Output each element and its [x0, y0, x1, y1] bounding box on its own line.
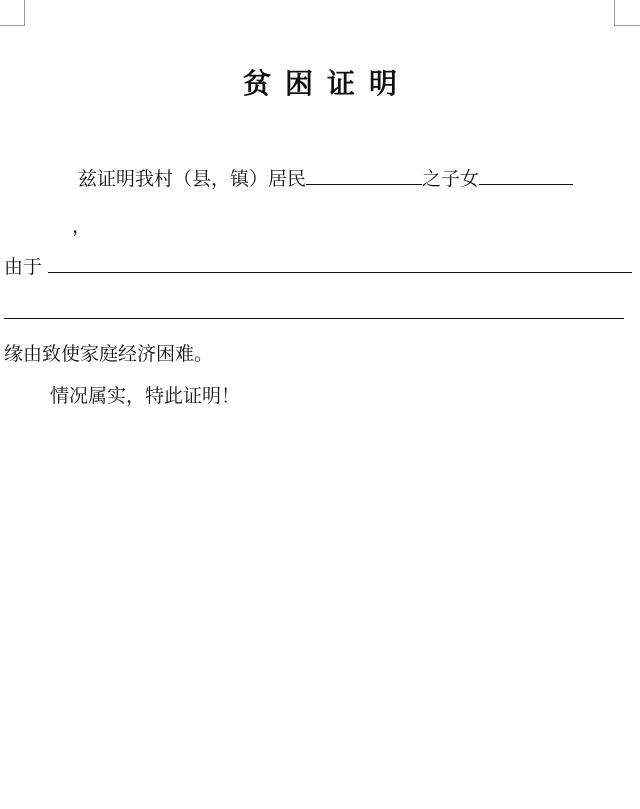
certify-line	[78, 164, 573, 193]
certify-text: 兹证明我村（县，镇）居民	[78, 168, 307, 190]
reason-label: 由于	[4, 256, 43, 278]
child-of-text: 之子女	[422, 168, 480, 190]
comma-mark: ，	[72, 215, 92, 237]
document-title: 贫困证明	[242, 67, 411, 100]
child-name-blank[interactable]	[479, 164, 573, 185]
crop-mark-top-left-horizontal	[0, 25, 25, 26]
certification-statement: 情况属实，特此证明！	[50, 385, 241, 407]
crop-mark-top-left-vertical	[24, 0, 25, 25]
crop-mark-top-right-vertical	[614, 0, 615, 25]
reason-blank-line-1[interactable]	[48, 272, 632, 273]
resident-name-blank[interactable]	[306, 164, 422, 185]
crop-mark-top-right-horizontal	[614, 25, 640, 26]
reason-conclusion: 缘由致使家庭经济困难。	[4, 343, 214, 365]
reason-blank-line-2[interactable]	[4, 318, 624, 319]
